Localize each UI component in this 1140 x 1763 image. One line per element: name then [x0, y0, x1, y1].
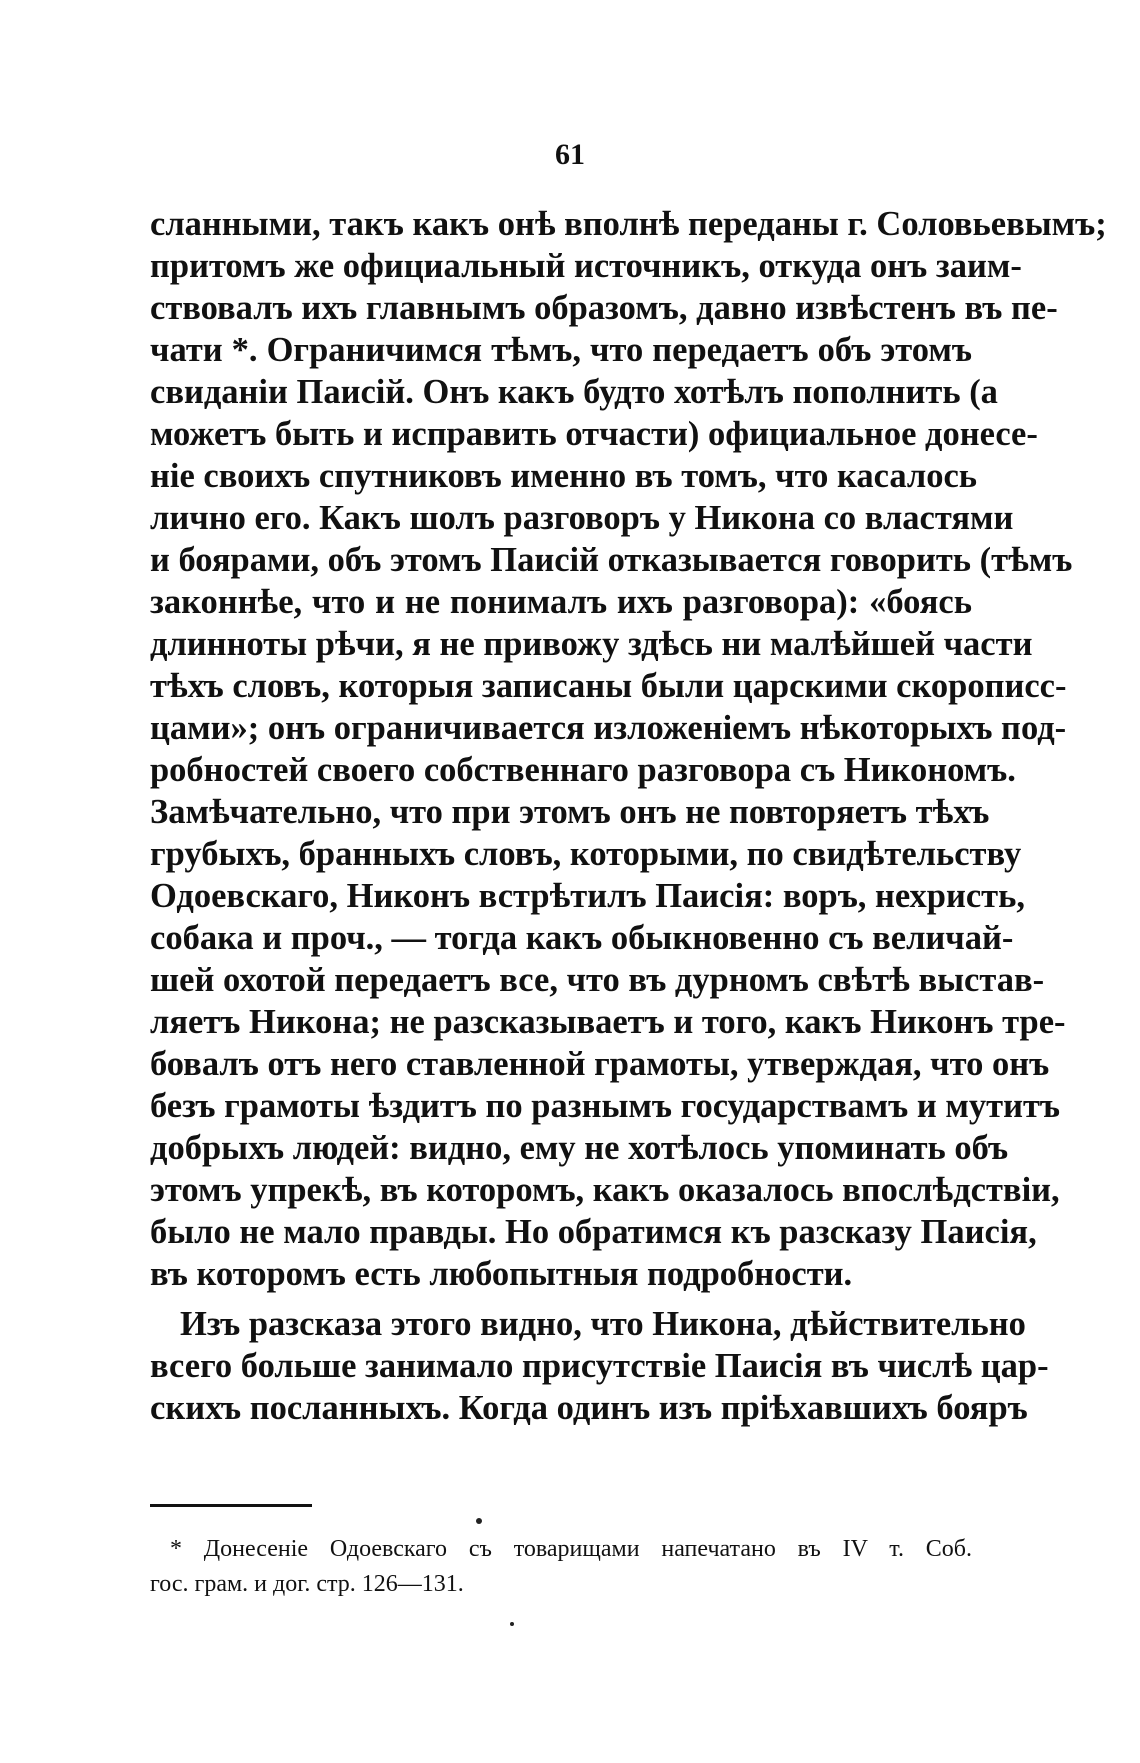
text-line: добрыхъ людей: видно, ему не хотѣлось упоминать объ: [150, 1129, 1009, 1167]
footnote-line: * Донесеніе Одоевскаго съ товарищами напечатано въ IV т. Соб.: [170, 1536, 972, 1562]
text-line: шей охотой передаетъ все, что въ дурномъ свѣтѣ выстав-: [150, 961, 1045, 999]
text-line: Замѣчательно, что при этомъ онъ не повторяетъ тѣхъ: [150, 793, 990, 831]
text-line: длинноты рѣчи, я не привожу здѣсь ни малѣйшей части: [150, 625, 1033, 663]
text-line: скихъ посланныхъ. Когда одинъ изъ пріѣхавшихъ бояръ: [150, 1389, 1028, 1427]
text-line: тѣхъ словъ, которыя записаны были царскими скорописс-: [150, 667, 1067, 705]
text-line: всего больше занимало присутствіе Паисія въ числѣ цар-: [150, 1347, 1049, 1385]
text-line: Одоевскаго, Никонъ встрѣтилъ Паисія: воръ, нехристь,: [150, 877, 1025, 915]
ink-speck: [476, 1518, 482, 1524]
text-line: ніе своихъ спутниковъ именно въ томъ, что касалось: [150, 457, 978, 495]
text-line: притомъ же официальный источникъ, откуда онъ заим-: [150, 247, 1022, 285]
text-line: безъ грамоты ѣздитъ по разнымъ государствамъ и мутитъ: [150, 1087, 1061, 1125]
text-line: робностей своего собственнаго разговора съ Никономъ.: [150, 751, 1016, 789]
text-line: и боярами, объ этомъ Паисій отказывается говорить (тѣмъ: [150, 541, 1073, 579]
text-line: можетъ быть и исправить отчасти) официальное донесе-: [150, 415, 1038, 453]
text-line: бовалъ отъ него ставленной грамоты, утверждая, что онъ: [150, 1045, 1050, 1083]
text-line: Изъ разсказа этого видно, что Никона, дѣйствительно: [180, 1305, 1026, 1343]
text-line: въ которомъ есть любопытныя подробности.: [150, 1255, 853, 1293]
text-line: сланными, такъ какъ онѣ вполнѣ переданы г. Соловьевымъ;: [150, 205, 1107, 243]
text-line: цами»; онъ ограничивается изложеніемъ нѣкоторыхъ под-: [150, 709, 1067, 747]
text-line: ствовалъ ихъ главнымъ образомъ, давно извѣстенъ въ пе-: [150, 289, 1058, 327]
text-line: свиданіи Паисій. Онъ какъ будто хотѣлъ пополнить (а: [150, 373, 998, 411]
ink-speck: [510, 1622, 514, 1626]
text-line: грубыхъ, бранныхъ словъ, которыми, по свидѣтельству: [150, 835, 1022, 873]
text-line: чати *. Ограничимся тѣмъ, что передаетъ объ этомъ: [150, 331, 972, 369]
text-line: было не мало правды. Но обратимся къ разсказу Паисія,: [150, 1213, 1037, 1251]
text-line: лично его. Какъ шолъ разговоръ у Никона со властями: [150, 499, 1014, 537]
footnote-line: гос. грам. и дог. стр. 126—131.: [150, 1571, 464, 1597]
text-line: собака и проч., — тогда какъ обыкновенно съ величай-: [150, 919, 1014, 957]
footnote-rule: [150, 1504, 312, 1507]
text-line: этомъ упрекѣ, въ которомъ, какъ оказалось впослѣдствіи,: [150, 1171, 1060, 1209]
text-line: ляетъ Никона; не разсказываетъ и того, какъ Никонъ тре-: [150, 1003, 1066, 1041]
page-number: 61: [555, 138, 585, 171]
text-line: законнѣе, что и не понималъ ихъ разговора): «боясь: [150, 583, 972, 621]
